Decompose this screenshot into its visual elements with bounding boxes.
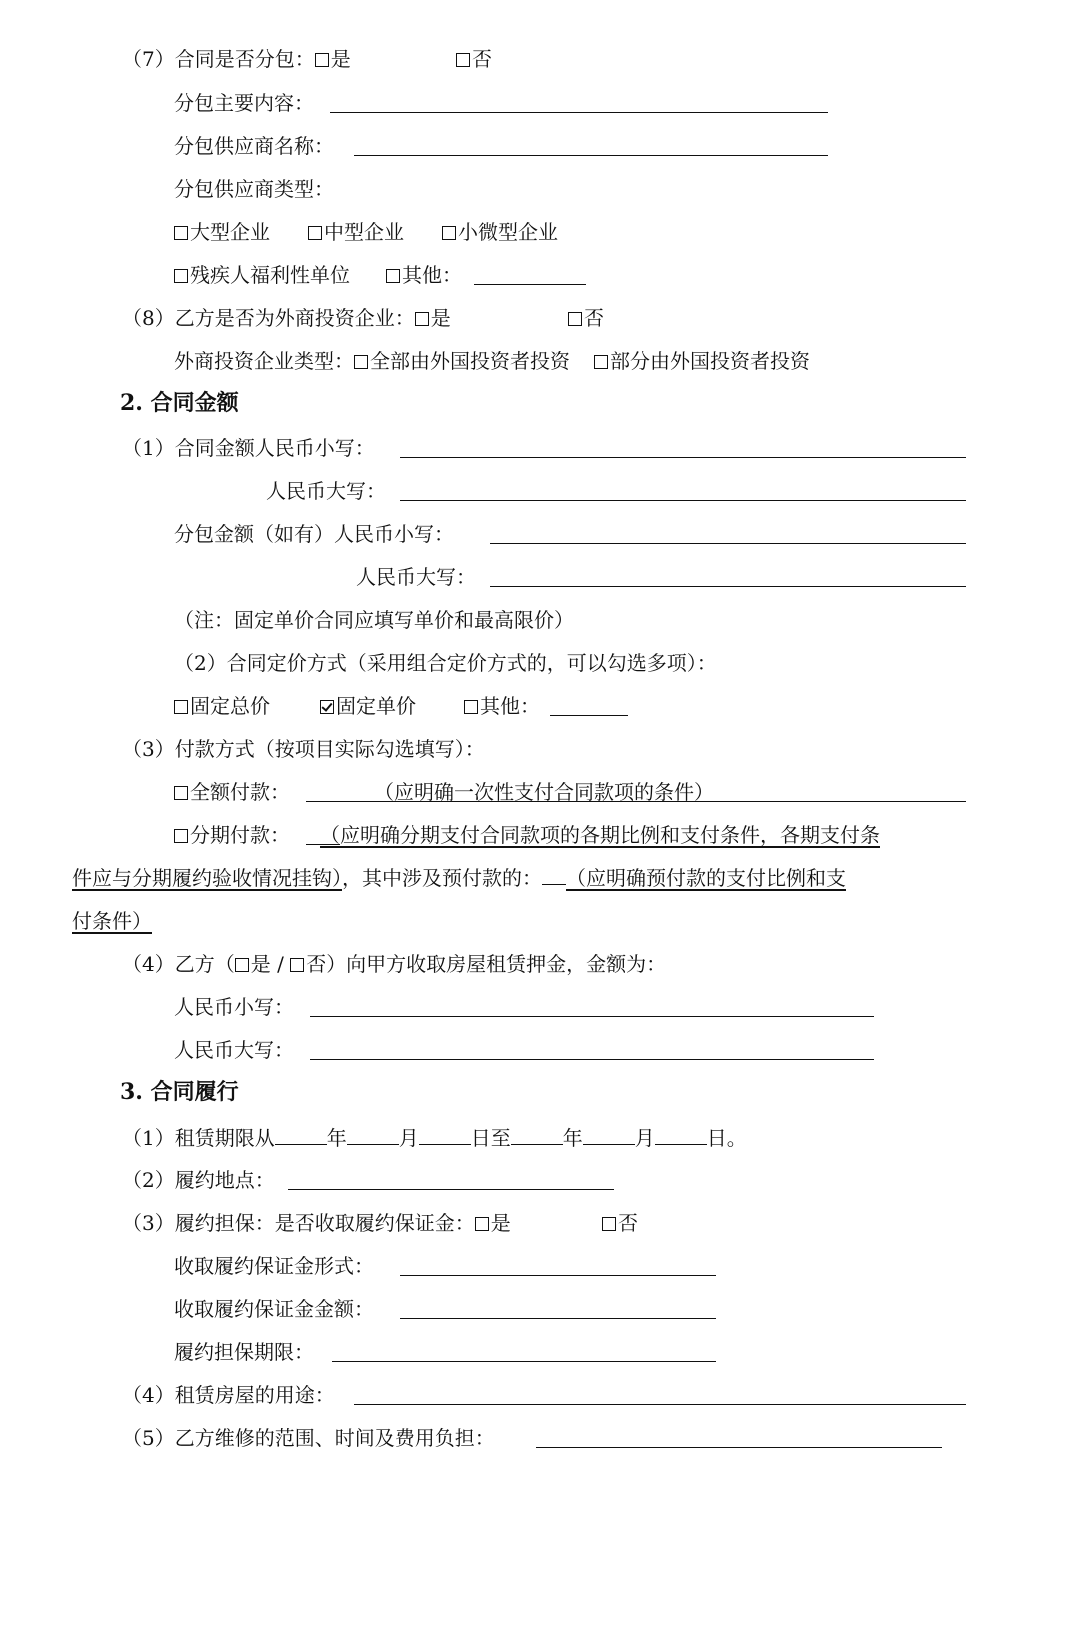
- pricing-fixed-total: 固定总价: [174, 691, 270, 721]
- guarantee-no-checkbox[interactable]: [602, 1217, 616, 1231]
- prepay-hint-a: （应明确预付款的支付比例和支: [566, 866, 846, 890]
- guarantee-form-label: 收取履约保证金形式：: [174, 1254, 374, 1278]
- installment-continue-row: 件应与分期履约验收情况挂钩），其中涉及预付款的： （应明确预付款的支付比例和支: [72, 866, 846, 890]
- supplier-type-small: 小微型企业: [442, 217, 558, 247]
- section-3-heading: 3. 合同履行: [120, 1079, 239, 1105]
- deposit-no-checkbox[interactable]: [290, 958, 304, 972]
- foreign-part-checkbox[interactable]: [594, 355, 608, 369]
- foreign-yes-checkbox[interactable]: [415, 312, 429, 326]
- pricing-other-field[interactable]: [550, 715, 628, 716]
- contract-amount-lower-label: （1）合同金额人民币小写：: [122, 436, 375, 460]
- supplier-type-medium: 中型企业: [308, 217, 404, 247]
- deposit-upper-field[interactable]: [310, 1059, 874, 1060]
- disabled-welfare-checkbox[interactable]: [174, 269, 188, 283]
- start-month-field[interactable]: [347, 1122, 399, 1145]
- end-month-field[interactable]: [583, 1122, 635, 1145]
- prepay-hint-b: 付条件）: [72, 909, 152, 933]
- full-payment-row: 全额付款：: [174, 777, 290, 807]
- installment-hint-b: 件应与分期履约验收情况挂钩）: [72, 866, 342, 890]
- installment-hint-a: （应明确分期支付合同款项的各期比例和支付条件，各期支付条: [320, 823, 880, 847]
- performance-place-label: （2）履约地点：: [122, 1168, 275, 1192]
- guarantee-form-field[interactable]: [400, 1275, 716, 1276]
- foreign-all-checkbox[interactable]: [354, 355, 368, 369]
- sub-amount-upper-label: 人民币大写：: [356, 565, 476, 589]
- sub-amount-upper-field[interactable]: [490, 586, 966, 587]
- payment-method-question: （3）付款方式（按项目实际勾选填写）：: [122, 737, 485, 761]
- fixed-total-checkbox[interactable]: [174, 700, 188, 714]
- contract-amount-upper-field[interactable]: [400, 500, 966, 501]
- pricing-fixed-unit: 固定单价: [320, 691, 416, 721]
- maintenance-field[interactable]: [536, 1447, 942, 1448]
- deposit-yes-checkbox[interactable]: [235, 958, 249, 972]
- house-use-label: （4）租赁房屋的用途：: [122, 1383, 335, 1407]
- pricing-other-checkbox[interactable]: [464, 700, 478, 714]
- contract-amount-lower-field[interactable]: [400, 457, 966, 458]
- sub-amount-lower-field[interactable]: [490, 543, 966, 544]
- subcontract-supplier-type-label: 分包供应商类型：: [174, 177, 334, 201]
- fixed-unit-checkbox[interactable]: [320, 700, 334, 714]
- medium-enterprise-checkbox[interactable]: [308, 226, 322, 240]
- guarantee-yes-checkbox[interactable]: [475, 1217, 489, 1231]
- pricing-note: （注：固定单价合同应填写单价和最高限价）: [174, 608, 574, 632]
- installment-lead-underline: [306, 844, 340, 845]
- sub-amount-lower-label: 分包金额（如有）人民币小写：: [174, 522, 454, 546]
- supplier-other-field[interactable]: [474, 284, 586, 285]
- foreign-investment-question: （8）乙方是否为外商投资企业： 是: [122, 306, 451, 330]
- large-enterprise-checkbox[interactable]: [174, 226, 188, 240]
- end-day-field[interactable]: [655, 1122, 707, 1145]
- supplier-type-large: 大型企业: [174, 217, 270, 247]
- guarantee-amount-field[interactable]: [400, 1318, 716, 1319]
- lease-term-row: （1）租赁期限从 年 月 日至 年 月 日。: [122, 1122, 747, 1152]
- supplier-type-other: 其他：: [386, 260, 462, 290]
- supplier-type-disabled-welfare: 残疾人福利性单位: [174, 260, 350, 290]
- subcontract-no-checkbox[interactable]: [456, 53, 470, 67]
- pricing-other: 其他：: [464, 691, 540, 721]
- contract-amount-upper-label: 人民币大写：: [266, 479, 386, 503]
- full-payment-checkbox[interactable]: [174, 786, 188, 800]
- guarantee-term-field[interactable]: [332, 1361, 716, 1362]
- subcontract-content-field[interactable]: [330, 112, 828, 113]
- foreign-no-option: 否: [568, 303, 604, 333]
- deposit-lower-field[interactable]: [310, 1016, 874, 1017]
- full-payment-hint: （应明确一次性支付合同款项的条件）: [374, 780, 714, 804]
- subcontract-question: （7）合同是否分包： 是: [122, 47, 351, 71]
- deposit-lower-label: 人民币小写：: [174, 995, 294, 1019]
- subcontract-no-option: 否: [456, 44, 492, 74]
- prepay-continue-row: [72, 906, 152, 936]
- section-2-heading: 2. 合同金额: [120, 390, 239, 416]
- end-year-field[interactable]: [511, 1122, 563, 1145]
- installment-row: 分期付款： （应明确分期支付合同款项的各期比例和支付条件，各期支付条: [174, 820, 880, 850]
- performance-place-field[interactable]: [288, 1189, 614, 1190]
- guarantee-question: （3）履约担保：是否收取履约保证金： 是: [122, 1211, 511, 1235]
- subcontract-supplier-name-field[interactable]: [354, 155, 828, 156]
- supplier-other-checkbox[interactable]: [386, 269, 400, 283]
- guarantee-no-option: 否: [602, 1208, 638, 1238]
- maintenance-label: （5）乙方维修的范围、时间及费用负担：: [122, 1426, 495, 1450]
- subcontract-yes-checkbox[interactable]: [315, 53, 329, 67]
- deposit-question: （4）乙方（ 是 / 否）向甲方收取房屋租赁押金，金额为：: [122, 952, 667, 976]
- subcontract-supplier-name-label: 分包供应商名称：: [174, 134, 334, 158]
- guarantee-amount-label: 收取履约保证金金额：: [174, 1297, 374, 1321]
- installment-checkbox[interactable]: [174, 829, 188, 843]
- start-year-field[interactable]: [275, 1122, 327, 1145]
- foreign-no-checkbox[interactable]: [568, 312, 582, 326]
- start-day-field[interactable]: [419, 1122, 471, 1145]
- guarantee-term-label: 履约担保期限：: [174, 1340, 314, 1364]
- house-use-field[interactable]: [354, 1404, 966, 1405]
- foreign-type-row: 外商投资企业类型： 全部由外国投资者投资 部分由外国投资者投资: [174, 349, 810, 373]
- pricing-method-question: （2）合同定价方式（采用组合定价方式的，可以勾选多项）：: [174, 651, 717, 675]
- deposit-upper-label: 人民币大写：: [174, 1038, 294, 1062]
- subcontract-content-label: 分包主要内容：: [174, 91, 314, 115]
- small-micro-enterprise-checkbox[interactable]: [442, 226, 456, 240]
